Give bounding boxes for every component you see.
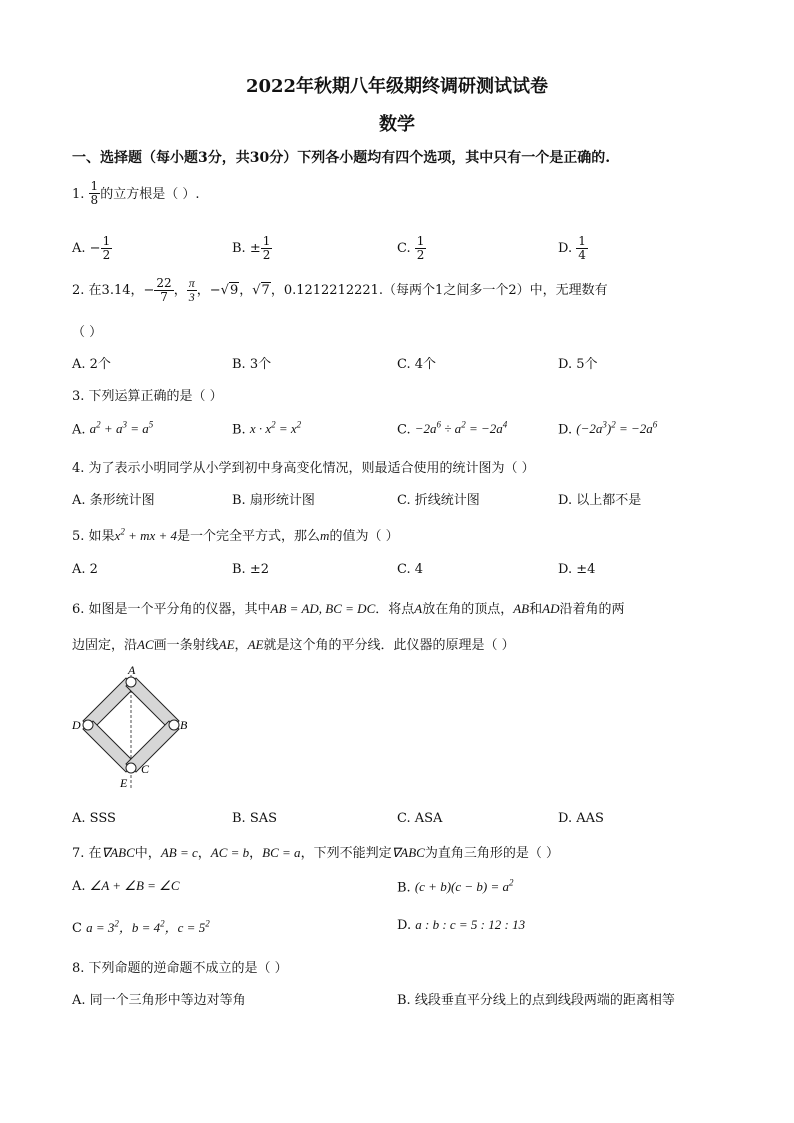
fraction [187,277,197,304]
math-variable: A [414,601,423,616]
q3-option-b [232,420,301,437]
numerator: π [188,276,195,290]
stem-lead: 在3.14， [88,283,144,299]
stem-text: 为直角三角形的是（ ） [424,846,559,861]
stem-text: 和 [529,602,543,617]
question-2: 2. 在3.14，− $\frac{22}{7}$ ， $\frac{\pi}{3}$ ，−√9，√7，0.1212212221.（每两个1之间多一个2）中，无理数有 [72,276,608,305]
numerator: 1 [90,179,99,193]
answer-paren: （ ） [72,325,103,340]
q6-option-c: C. ASA [397,811,443,826]
fraction [154,277,173,304]
stem-tail: ，0.1212212221.（每两个1之间多一个2）中，无理数有 [270,283,608,299]
math-expression: $x \cdot x^2 = x^2$ [249,420,302,437]
stem-mid: 是一个完全平方式，那么 [177,529,321,544]
q1-option-b [232,235,272,262]
math-variable: AB [513,601,530,616]
q4-option-a: A. 条形统计图 [72,493,155,508]
fraction [261,235,273,262]
sqrt-icon: √ [220,283,229,299]
option-label: A. [72,241,86,257]
q3-option-c [397,420,507,437]
option-label: A. [72,879,86,894]
q3-option-a [72,420,153,437]
option-label: C. [397,241,411,257]
numerator: 1 [262,234,271,248]
math-variable: AE [247,637,264,652]
option-label: B. [232,241,246,257]
math-expression: $a^2 + a^3 = a^5$ [89,420,154,437]
stem-text: 6. 如图是一个平分角的仪器，其中 [72,602,271,617]
math-variable: AD [542,601,560,616]
q7-option-b [397,878,514,895]
option-label: B. [397,880,411,896]
denominator: 4 [578,248,586,263]
q7-option-d [397,917,525,933]
label-a: A [128,665,136,677]
stem-text: 7. 在 [72,846,102,861]
math-expression: $(c + b)(c - b) = a^2$ [414,878,514,895]
math-variable: AC [137,637,154,652]
q6-option-b: B. SAS [232,811,278,826]
joint-c [126,763,136,773]
q5-option-b: B. ±2 [232,562,269,577]
denominator: 7 [160,290,168,305]
section-heading: 一、选择题（每小题3分，共30分）下列各小题均有四个选项，其中只有一个是正确的. [72,150,611,166]
sign: − [143,283,155,299]
q3-option-d [558,420,657,437]
math-expression: $(-2a^3)^2 = -2a^6$ [576,420,658,437]
denominator: 2 [102,248,111,263]
stem-text: 沿着角的两 [559,602,625,617]
q2-option-d: D. 5个 [558,357,598,372]
stem-lead: 5. 如果 [72,529,115,544]
math-expression: $a = 3^2$，$b = 4^2$，$c = 5^2$ [86,918,210,935]
q1-option-c [397,235,426,262]
denominator: 8 [90,193,99,208]
instrument-diagram [71,665,188,790]
sqrt-icon: √ [252,283,261,299]
label-e: E [120,776,128,790]
option-label: D. [558,422,573,438]
fraction [415,235,427,262]
option-label: D. [397,918,412,933]
stem-text: 就是这个角的平分线．此仪器的原理是（ ） [263,638,515,653]
stem-text: 画一条射线 [153,638,219,653]
q8-option-a: A. 同一个三角形中等边对等角 [72,993,246,1008]
question-5 [72,525,399,544]
math-variable: AE [218,637,235,652]
math-expression: AC = b [210,845,250,860]
q5-option-c: C. 4 [397,562,424,577]
question-3: 3. 下列运算正确的是（ ） [72,389,223,404]
stem-text: 边固定，沿 [72,638,138,653]
q4-option-d: D. 以上都不是 [558,493,642,508]
question-1 [72,180,199,207]
question-6-line-2 [72,634,515,653]
stem-text: ， [234,638,248,653]
numerator: 1 [578,234,586,248]
math-expression: $x^2$ + mx + 4 [114,526,178,543]
subject-title: 数学 [379,114,415,135]
q5-option-a: A. 2 [72,562,98,577]
math-variable: m [320,528,330,543]
sign: ± [249,241,261,257]
question-number: 1. [72,187,85,203]
sign: − [209,283,221,299]
question-stem: 的立方根是（ ）. [100,187,200,203]
math-expression: ∠A + ∠B = ∠C [89,878,180,893]
math-expression: AB = AD, BC = DC [270,601,376,616]
math-expression: ∇ABC [101,845,135,860]
radicand: 7 [261,283,270,299]
exam-title: 2022年秋期八年级期终调研测试试卷 [245,76,549,97]
question-4: 4. 为了表示小明同学从小学到初中身高变化情况，则最适合使用的统计图为（ ） [72,461,535,476]
math-expression: AB = c [160,845,198,860]
q6-option-d: D. AAS [558,811,604,826]
label-d: D [72,718,81,732]
math-expression: ∇ABC [391,845,425,860]
stem-text: 中， [134,846,161,861]
math-expression: $-2a^6 \div a^2 = -2a^4$ [414,420,508,437]
stem-text: 放在角的顶点， [422,602,514,617]
stem-text: ．将点 [375,602,415,617]
label-b: B [180,718,188,732]
option-label: C [72,921,82,936]
numerator: 1 [416,234,425,248]
q4-option-b: B. 扇形统计图 [232,493,315,508]
question-6-line-1 [72,598,625,617]
math-expression: BC = a [262,845,301,860]
sign: − [89,241,101,257]
denominator: 2 [262,248,271,263]
q1-option-a [72,235,112,262]
joint-d [83,720,93,730]
option-label: B. [232,422,246,438]
q7-option-a [72,878,180,894]
question-8: 8. 下列命题的逆命题不成立的是（ ） [72,961,288,976]
denominator: 2 [416,248,425,263]
numerator: 22 [156,276,172,290]
radicand: 9 [229,283,239,299]
fraction [89,180,101,207]
q5-option-d: D. ±4 [558,562,596,577]
numerator: 1 [102,234,111,248]
q4-option-c: C. 折线统计图 [397,493,480,508]
joint-b [169,720,179,730]
q6-option-a: A. SSS [72,811,116,826]
denominator: 3 [188,290,195,305]
q2-option-a: A. 2个 [72,357,111,372]
math-expression: a : b : c = 5 : 12 : 13 [415,917,526,932]
angle-bisector-instrument-figure [68,665,198,795]
question-number: 2. [72,283,85,299]
option-label: A. [72,422,86,438]
q7-option-c [72,917,210,936]
q1-option-d [558,235,588,262]
q8-option-b: B. 线段垂直平分线上的点到线段两端的距离相等 [397,993,675,1008]
fraction [576,235,588,262]
fraction [101,235,113,262]
joint-a [126,677,136,687]
stem-end: 的值为（ ） [329,529,399,544]
stem-text: ，下列不能判定 [300,846,392,861]
q2-option-c: C. 4个 [397,357,437,372]
label-c: C [141,762,150,776]
option-label: D. [558,241,573,257]
q2-option-b: B. 3个 [232,357,272,372]
question-7: 7. 在∇ABC中，AB = c，AC = b，BC = a，下列不能判定∇ABC为直角三角形的是（ ） [72,845,559,861]
option-label: C. [397,422,411,438]
